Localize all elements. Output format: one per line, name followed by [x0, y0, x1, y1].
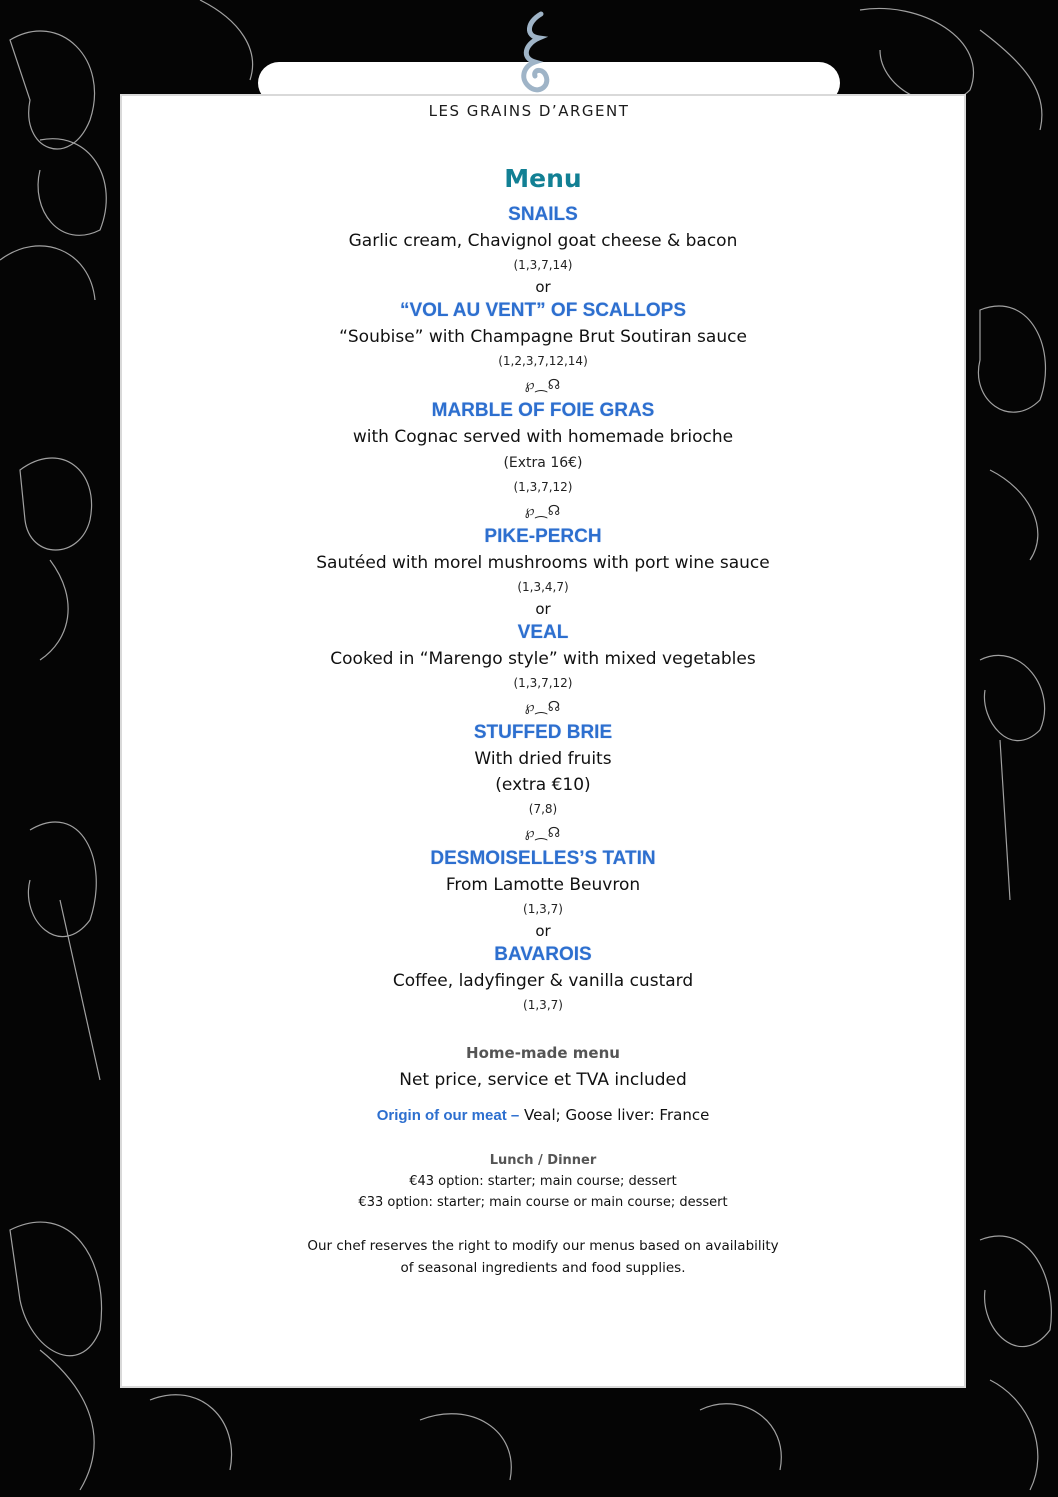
origin-label: Origin of our meat – [376, 1107, 520, 1124]
menu-title: Menu [504, 164, 582, 193]
dish-name: BAVAROIS [494, 944, 592, 965]
dish-name: SNAILS [508, 204, 578, 225]
dish-name: MARBLE OF FOIE GRAS [431, 400, 655, 421]
origin-text: Veal; Goose liver: France [519, 1106, 710, 1124]
dish-extra-price: (extra €10) [495, 775, 591, 795]
dish-allergens: (1,3,7,14) [513, 258, 573, 272]
brand-name: LES GRAINS D’ARGENT [428, 102, 630, 120]
option-43: €43 option: starter; main course; dessert [409, 1174, 677, 1189]
or-separator: or [535, 278, 551, 296]
dish-description: “Soubise” with Champagne Brut Soutiran sauce [339, 327, 747, 347]
dish-description: From Lamotte Beuvron [445, 875, 641, 895]
grains-logo-icon [505, 8, 565, 100]
dish-allergens: (1,2,3,7,12,14) [498, 354, 588, 368]
dish-allergens: (1,3,7) [523, 998, 563, 1012]
dish-description: Garlic cream, Chavignol goat cheese & bacon [348, 231, 738, 251]
dish-description: With dried fruits [474, 749, 612, 769]
ornament-divider: ℘⁔☊ [524, 377, 562, 393]
dish-name: DESMOISELLES’S TATIN [430, 848, 656, 869]
dish-name: “VOL AU VENT” OF SCALLOPS [399, 300, 687, 321]
dish-extra-price: (Extra 16€) [503, 455, 583, 471]
or-separator: or [535, 600, 551, 618]
dish-name: PIKE-PERCH [484, 526, 602, 547]
ornament-divider: ℘⁔☊ [524, 699, 562, 715]
dish-description: Sautéed with morel mushrooms with port wine sauce [316, 553, 770, 573]
dish-allergens: (1,3,7,12) [513, 480, 573, 494]
menu-content [122, 162, 964, 1279]
or-separator: or [535, 922, 551, 940]
ornament-divider: ℘⁔☊ [524, 503, 562, 519]
dish-allergens: (1,3,7) [523, 902, 563, 916]
chef-note-line-1: Our chef reserves the right to modify our menus based on availability [307, 1238, 779, 1254]
dish-allergens: (1,3,7,12) [513, 676, 573, 690]
chef-note-line-2: of seasonal ingredients and food supplies. [400, 1260, 686, 1276]
option-33: €33 option: starter; main course or main course; dessert [358, 1195, 728, 1210]
dish-description: with Cognac served with homemade brioche [352, 427, 734, 447]
dish-description: Cooked in “Marengo style” with mixed vegetables [330, 649, 756, 669]
dish-name: VEAL [517, 622, 569, 643]
meat-origin [122, 1100, 964, 1131]
dish-allergens: (1,3,4,7) [517, 580, 569, 594]
ornament-divider: ℘⁔☊ [524, 825, 562, 841]
home-made-heading: Home-made menu [466, 1044, 620, 1062]
dish-name: STUFFED BRIE [473, 722, 613, 743]
dish-description: Coffee, ladyfinger & vanilla custard [392, 971, 694, 991]
price-note: Net price, service et TVA included [399, 1070, 687, 1090]
dish-allergens: (7,8) [528, 802, 558, 816]
lunch-dinner-heading: Lunch / Dinner [489, 1153, 597, 1168]
